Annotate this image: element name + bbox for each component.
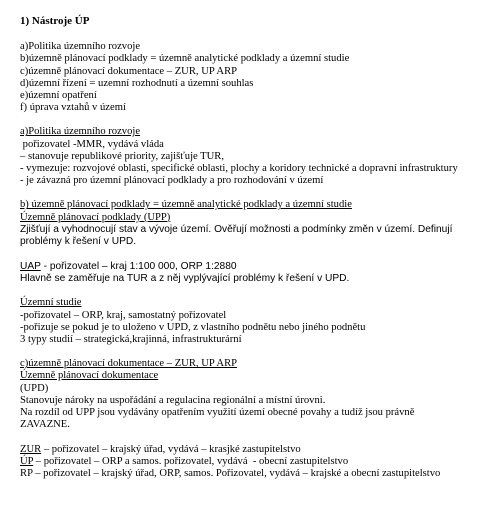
zur-line <box>20 444 498 456</box>
upp-line: problémy k řešení v UPD. <box>20 236 137 248</box>
zur-label: ZUR <box>20 443 42 455</box>
uap-line <box>20 261 498 273</box>
overview-item-c: c)územně plánovací dokumentace – ZUR, UP ARP <box>20 65 238 77</box>
up-line <box>20 456 498 468</box>
studie-line: -pořizuje se pokud je to uloženo v UPD, z vlastního podnětu nebo jiného podnětu <box>20 321 366 333</box>
section-a-line: – stanovuje republikové priority, zajišťuje TUR, <box>20 150 225 162</box>
overview-item-b: b)územně plánovací podklady = územně analytické podklady a územní studie <box>20 53 350 65</box>
overview-item-a: a)Politika územního rozvoje <box>20 41 141 53</box>
overview-list <box>20 41 498 114</box>
studie-line: 3 typy studií – strategická,krajinná, infrastrukturární <box>20 334 242 346</box>
overview-item-f: f) úprava vztahů v území <box>20 102 126 114</box>
uap-line-2: Hlavně se zaměřuje na TUR a z něj vyplývající problémy k řešení v UPD. <box>20 273 350 285</box>
overview-item-e: e)územní opatření <box>20 90 97 102</box>
upp-heading: Územně plánovací podklady (UPP) <box>20 211 171 223</box>
section-c-heading: c)územně plánovací dokumentace – ZUR, UP ARP <box>20 358 238 370</box>
upd-line: (UPD) <box>20 382 49 394</box>
section-a <box>20 126 498 187</box>
up-label: ÚP <box>20 455 34 467</box>
upd-line: ZAVAZNE. <box>20 419 70 431</box>
studie-heading: Územní studie <box>20 297 82 309</box>
section-c <box>20 358 498 480</box>
uap-text: - pořizovatel – kraj 1:100 000, ORP 1:2880 <box>40 260 237 272</box>
studie-line: -pořizovatel – ORP, kraj, samostatný pořizovatel <box>20 309 227 321</box>
up-text: – pořizovatel – ORP a samos. pořizovatel, vydává - obecní zastupitelstvo <box>33 455 349 467</box>
overview-item-d: d)územní řízení = uzemní rozhodnutí a územní souhlas <box>20 77 254 89</box>
upd-heading: Územně plánovací dokumentace <box>20 370 159 382</box>
section-a-line: - je závazná pro územní plánovací podklady a pro rozhodování v území <box>20 175 324 187</box>
uap-label: UAP <box>20 260 41 272</box>
rp-line: RP – pořizovatel – krajský úřad, ORP, samos. Pořizovatel, vydává – krajské a obecní zastupitelstvo <box>20 467 441 479</box>
section-b-heading: b) územně plánovací podklady = územně analytické podklady a územní studie <box>20 199 352 211</box>
upp-line: Zjišťují a vyhodnocují stav a vývoje území. Ověřují možnosti a podmínky změn v území. Definují <box>20 223 453 235</box>
section-a-heading: a)Politika územního rozvoje <box>20 126 141 138</box>
document-title: 1) Nástroje ÚP <box>20 15 90 27</box>
upd-line: Na rozdíl od UPP jsou vydávány opatřením využití území obecné povahy a tudíž jsou právně <box>20 407 415 419</box>
section-a-line: - vymezuje: rozvojové oblasti, specifické oblasti, plochy a koridory technické a dopravní infrastruktury <box>20 163 458 175</box>
upd-line: Stanovuje nároky na uspořádání a regulacina regionální a místní úrovni. <box>20 394 326 406</box>
zur-text: – pořizovatel – krajský úřad, vydává – krasjké zastupitelstvo <box>41 443 301 455</box>
section-b <box>20 199 498 346</box>
section-a-line: pořizovatel -MMR, vydává vláda <box>20 138 164 150</box>
